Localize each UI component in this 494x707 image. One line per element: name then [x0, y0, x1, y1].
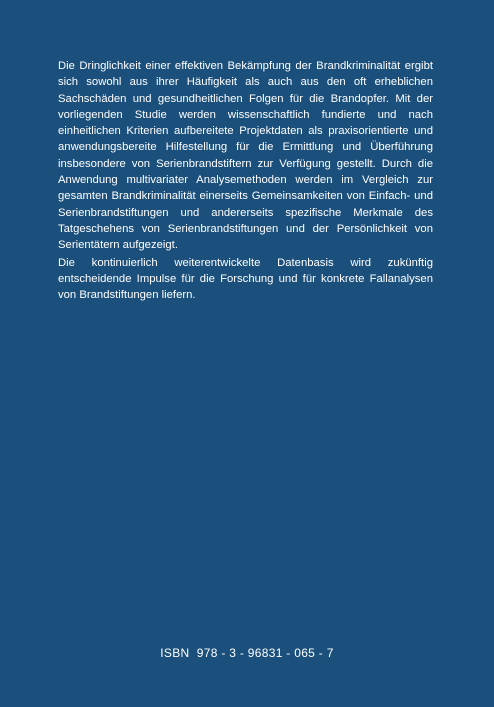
blurb-paragraph-1: Die Dringlichkeit einer effektiven Bekämpfung der Brandkriminalität ergibt sich sowohl aus ihrer Häufigkeit als auch aus den oft erheblichen Sachschäden und gesundheitlichen Folgen für die Brandopfer. Mit der vorliegenden Studie werden wissenschaftlich fundierte und nach einheitlichen Kriterien aufbereitete Projektdaten als praxisorientierte und anwendungsbereite Hilfestellung für die Ermittlung und Überführung insbesondere von Serienbrandstiftern zur Verfügung gestellt. Durch die Anwendung multivariater Analysemethoden werden im Vergleich zur gesamten Brandkriminalität einerseits Gemeinsamkeiten von Einfach- und Serienbrandstiftungen und andererseits spezifische Merkmale des Tatgeschehens von Serienbrandstiftungen und der Persönlichkeit von Serientätern aufgezeigt. [58, 60, 433, 252]
blurb-text [58, 58, 433, 303]
isbn-number: ISBN 978 - 3 - 96831 - 065 - 7 [160, 646, 334, 660]
blurb-paragraph-2: Die kontinuierlich weiterentwickelte Datenbasis wird zukünftig entscheidende Impulse für die Forschung und für konkrete Fallanalysen von Brandstiftungen liefern. [58, 256, 433, 302]
